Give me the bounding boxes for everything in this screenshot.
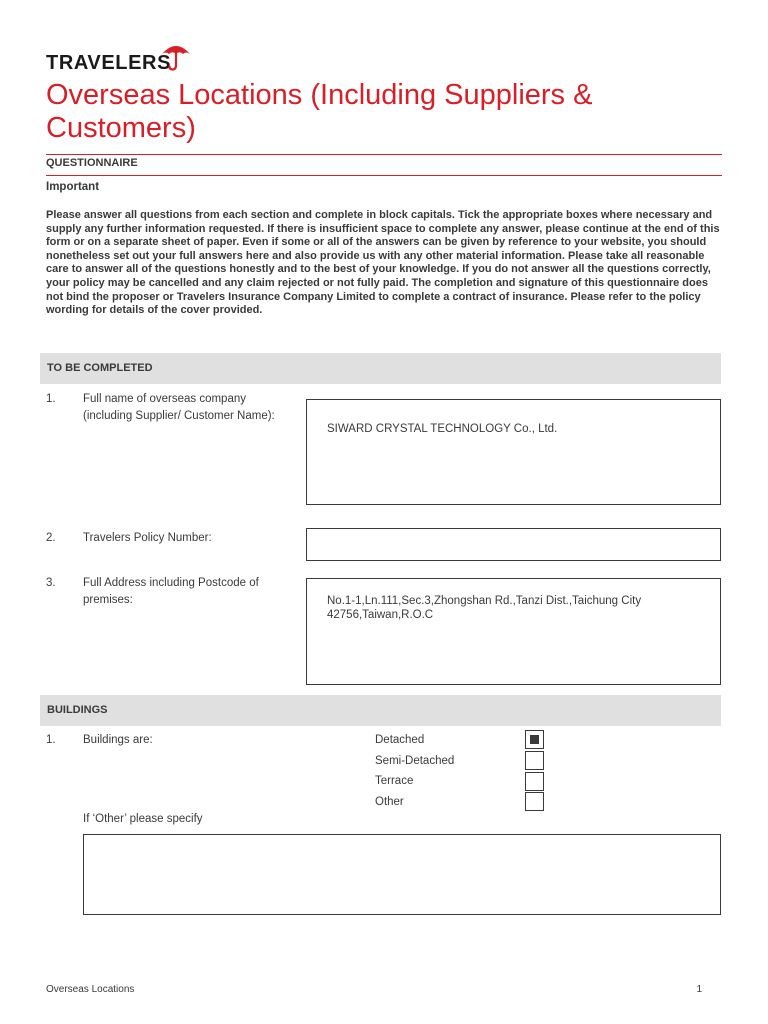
policy-number-field[interactable] bbox=[306, 528, 721, 561]
question-number: 3. bbox=[46, 577, 56, 589]
checkbox-semi-detached[interactable] bbox=[525, 751, 544, 770]
option-label-other: Other bbox=[375, 796, 404, 808]
footer-document-name: Overseas Locations bbox=[46, 984, 135, 995]
section-header-buildings bbox=[40, 695, 721, 726]
section-title: TO BE COMPLETED bbox=[47, 362, 153, 374]
option-label-semi-detached: Semi-Detached bbox=[375, 755, 455, 767]
other-specify-label: If ‘Other’ please specify bbox=[83, 813, 203, 825]
title-divider-bottom bbox=[46, 175, 722, 176]
question-number: 1. bbox=[46, 734, 56, 746]
logo-wordmark: TRAVELERS bbox=[46, 52, 172, 74]
umbrella-icon bbox=[160, 40, 192, 74]
question-label-policy-number: Travelers Policy Number: bbox=[83, 532, 212, 544]
option-label-terrace: Terrace bbox=[375, 775, 414, 787]
title-divider-top bbox=[46, 154, 722, 155]
intro-paragraph: Please answer all questions from each section and complete in block capitals. Tick the appropriate boxes where necessary and supply any further information requested. If there is insufficient space to complete any answer, please continue at the end of this form or on a separate sheet of paper. Even if some or all of the answers can be given by reference to your website, you should nonetheless set out your full answers here and also provide us with any other material information. Please take all reasonable care to answer all of the questions honestly and to the best of your knowledge. If you do not answer all the questions correctly, your policy may be cancelled and any claim rejected or not fully paid. The completion and signature of this questionnaire does not bind the proposer or Travelers Insurance Company Limited to complete a contract of insurance. Please refer to the policy wording for details of the cover provided. bbox=[46, 209, 720, 317]
company-name-field[interactable] bbox=[306, 399, 721, 505]
checkbox-other[interactable] bbox=[525, 792, 544, 811]
company-name-value: SIWARD CRYSTAL TECHNOLOGY Co., Ltd. bbox=[327, 423, 558, 435]
subtitle: QUESTIONNAIRE bbox=[46, 157, 138, 169]
question-label-buildings: Buildings are: bbox=[83, 734, 153, 746]
address-field[interactable] bbox=[306, 578, 721, 685]
question-label-company-name: Full name of overseas company (including Supplier/ Customer Name): bbox=[83, 393, 275, 422]
address-value: No.1-1,Ln.111,Sec.3,Zhongshan Rd.,Tanzi Dist.,Taichung City 42756,Taiwan,R.O.C bbox=[327, 595, 642, 621]
question-number: 1. bbox=[46, 393, 56, 405]
important-heading: Important bbox=[46, 181, 100, 193]
section-title: BUILDINGS bbox=[47, 704, 108, 716]
page-number: 1 bbox=[696, 984, 702, 995]
page-title: Overseas Locations (Including Suppliers & Customers) bbox=[46, 79, 593, 144]
question-label-address: Full Address including Postcode of premises: bbox=[83, 577, 259, 606]
travelers-logo bbox=[46, 40, 206, 76]
question-number: 2. bbox=[46, 532, 56, 544]
check-mark-icon bbox=[530, 735, 539, 744]
other-specify-field[interactable] bbox=[83, 834, 721, 915]
section-header-to-be-completed bbox=[40, 353, 721, 384]
checkbox-detached[interactable] bbox=[525, 730, 544, 749]
checkbox-terrace[interactable] bbox=[525, 772, 544, 791]
option-label-detached: Detached bbox=[375, 734, 425, 746]
